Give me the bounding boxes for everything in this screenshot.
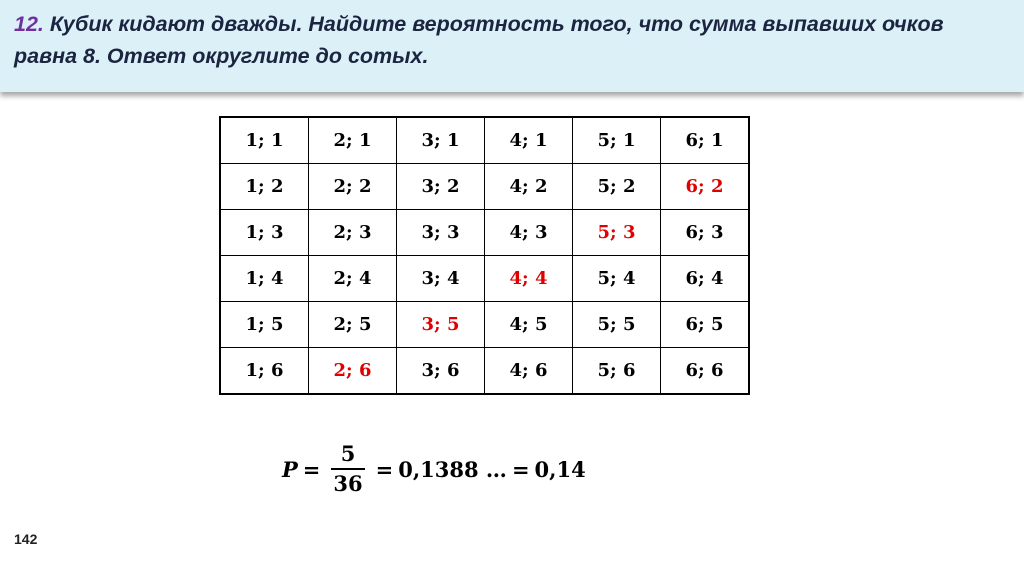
table-row [220,302,749,348]
fraction-numerator: 5 [340,441,356,466]
table-cell: 2; 2 [309,164,397,210]
outcomes-table [219,116,750,395]
table-cell: 3; 6 [397,348,485,395]
fraction-denominator: 36 [331,468,364,496]
table-cell: 4; 1 [485,117,573,164]
task-number: 12. [14,12,44,36]
table-row [220,164,749,210]
table-row [220,210,749,256]
equals-sign: = [375,456,394,482]
table-cell: 2; 1 [309,117,397,164]
table-cell: 3; 3 [397,210,485,256]
decimal-value: 0,1388 … [398,456,507,482]
table-cell: 3; 1 [397,117,485,164]
table-cell: 6; 5 [661,302,750,348]
table-row [220,117,749,164]
table-cell: 5; 3 [573,210,661,256]
table-cell: 6; 6 [661,348,750,395]
table-cell: 1; 2 [220,164,309,210]
table-row [220,348,749,395]
table-cell: 5; 4 [573,256,661,302]
table-cell: 5; 5 [573,302,661,348]
task-header [0,0,1024,92]
table-cell: 6; 4 [661,256,750,302]
task-statement [14,8,1010,72]
table-cell: 2; 3 [309,210,397,256]
equals-sign: = [302,456,321,482]
equals-sign: = [511,456,530,482]
table-cell: 4; 2 [485,164,573,210]
table-cell: 3; 4 [397,256,485,302]
table-cell: 1; 1 [220,117,309,164]
table-cell: 1; 4 [220,256,309,302]
table-row [220,256,749,302]
page-number: 142 [14,531,38,547]
table-cell: 6; 2 [661,164,750,210]
rounded-result: 0,14 [534,456,586,482]
table-cell: 4; 6 [485,348,573,395]
table-cell: 3; 5 [397,302,485,348]
table-cell: 5; 6 [573,348,661,395]
task-text: Кубик кидают дважды. Найдите вероятность того, что сумма выпавших очков равна 8. Ответ округлите до сотых. [14,12,944,68]
table-cell: 3; 2 [397,164,485,210]
table-cell: 2; 4 [309,256,397,302]
table-cell: 4; 5 [485,302,573,348]
table-cell: 1; 3 [220,210,309,256]
outcomes-table-body [220,117,749,394]
table-cell: 4; 4 [485,256,573,302]
table-cell: 4; 3 [485,210,573,256]
probability-formula [282,436,586,502]
table-cell: 2; 6 [309,348,397,395]
table-cell: 2; 5 [309,302,397,348]
table-cell: 1; 5 [220,302,309,348]
fraction [331,442,364,496]
probability-variable: P [282,456,298,482]
table-cell: 1; 6 [220,348,309,395]
table-cell: 5; 1 [573,117,661,164]
table-cell: 6; 3 [661,210,750,256]
table-cell: 6; 1 [661,117,750,164]
table-cell: 5; 2 [573,164,661,210]
